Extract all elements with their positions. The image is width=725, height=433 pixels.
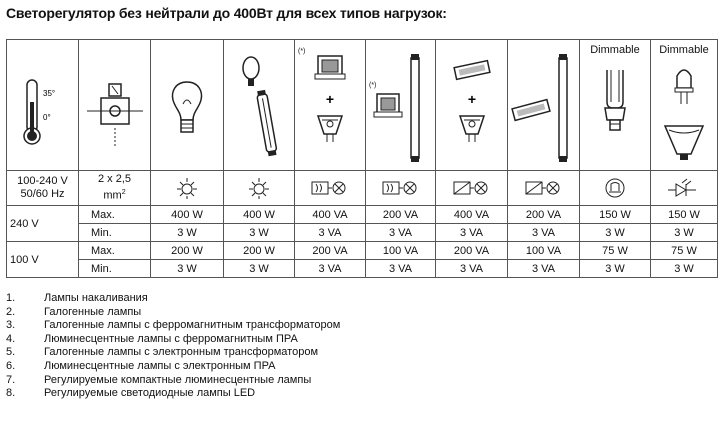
value-cell: 100 VA (508, 242, 580, 260)
value-cell: 3 VA (295, 224, 366, 242)
value-cell: 200 W (224, 242, 295, 260)
symbol-cell (224, 171, 295, 206)
list-item: 5. Галогенные лампы с электронным трансформатором (6, 346, 319, 359)
min-label: Min. (79, 260, 151, 278)
load-table (6, 39, 718, 278)
cable-size: 2 x 2,5 (97, 173, 132, 186)
electronic-fluorescent-icon (511, 48, 577, 168)
value-cell: 3 VA (508, 260, 580, 278)
incandescent-cell (151, 40, 224, 171)
electronic-ballast-symbol-icon (524, 178, 564, 198)
supply-frequency: 50/60 Hz (20, 188, 65, 200)
page-title: Светорегулятор без нейтрали до 400Вт для всех типов нагрузок: (6, 5, 447, 21)
symbol-cell (580, 171, 651, 206)
list-item: 8. Регулируемые светодиодные лампы LED (6, 387, 256, 400)
max-label: Max. (79, 242, 151, 260)
ferromagnetic-halogen-icon (305, 46, 355, 166)
list-item: 3. Галогенные лампы с ферромагнитным трансформатором (6, 319, 341, 332)
value-cell: 3 VA (366, 224, 436, 242)
value-cell: 150 W (580, 206, 651, 224)
cable-spec-cell (79, 171, 151, 206)
fluorescent-ferromagnetic-cell (366, 40, 436, 171)
value-cell: 3 W (651, 260, 718, 278)
value-cell: 3 W (580, 224, 651, 242)
symbol-cell (295, 171, 366, 206)
electronic-halogen-icon (447, 48, 497, 168)
list-item: 2. Галогенные лампы (6, 305, 142, 318)
symbol-cell (151, 171, 224, 206)
table-row (7, 242, 718, 260)
footnote-star: (*) (369, 82, 377, 89)
list-item: 7. Регулируемые компактные люминесцентные лампы (6, 373, 312, 386)
incandescent-symbol-icon (175, 176, 199, 200)
max-label: Max. (79, 206, 151, 224)
supply-voltage: 100-240 V (17, 175, 68, 187)
symbol-cell (436, 171, 508, 206)
list-item: 1. Лампы накаливания (6, 292, 148, 304)
value-cell: 3 W (151, 260, 224, 278)
list-item: 4. Люминесцентные лампы с ферромагнитным ПРА (6, 332, 298, 345)
min-label: Min. (79, 224, 151, 242)
value-cell: 3 VA (436, 224, 508, 242)
value-cell: 200 VA (366, 206, 436, 224)
value-cell: 200 VA (295, 242, 366, 260)
halogen-electronic-cell (436, 40, 508, 171)
value-cell: 150 W (651, 206, 718, 224)
dimmable-cfl-cell (580, 40, 651, 171)
led-lamp-icon (659, 60, 709, 170)
cable-unit-sup: 2 (121, 189, 126, 197)
value-cell: 200 VA (508, 206, 580, 224)
value-cell: 400 W (151, 206, 224, 224)
legend-list (6, 292, 340, 401)
terminal-cell (79, 40, 151, 171)
ferromagnetic-ballast-symbol-icon (381, 178, 421, 198)
value-cell: 400 W (224, 206, 295, 224)
value-cell: 3 VA (295, 260, 366, 278)
symbol-cell (508, 171, 580, 206)
halogen-cell (224, 40, 295, 171)
value-cell: 400 VA (295, 206, 366, 224)
table-row (7, 206, 718, 224)
value-cell: 3 VA (366, 260, 436, 278)
cable-unit: mm (103, 189, 122, 202)
value-cell: 3 W (580, 260, 651, 278)
led-symbol-icon (666, 178, 702, 198)
value-cell: 75 W (651, 242, 718, 260)
value-cell: 100 VA (366, 242, 436, 260)
ferromagnetic-transformer-symbol-icon (310, 178, 350, 198)
value-cell: 75 W (580, 242, 651, 260)
symbol-cell (651, 171, 718, 206)
list-item: 6. Люминесцентные лампы с электронным ПРА (6, 359, 276, 372)
ferromagnetic-fluorescent-icon (371, 48, 431, 168)
value-cell: 3 VA (436, 260, 508, 278)
value-cell: 200 VA (436, 242, 508, 260)
symbol-row (7, 171, 718, 206)
voltage-label: 100 V (7, 242, 79, 278)
svg-text:35°: 35° (42, 89, 55, 98)
supply-spec-cell (7, 171, 79, 206)
value-cell: 3 W (224, 224, 295, 242)
icon-row (7, 40, 718, 171)
halogen-ferromagnetic-cell (295, 40, 366, 171)
halogen-bulb-icon (239, 54, 279, 164)
value-cell: 400 VA (436, 206, 508, 224)
terminal-icon (85, 76, 145, 156)
dimmable-label: Dimmable (590, 44, 640, 56)
table-row (7, 224, 718, 242)
svg-text:+: + (467, 91, 476, 107)
dimmable-led-cell (651, 40, 718, 171)
value-cell: 3 W (651, 224, 718, 242)
incandescent-bulb-icon (167, 76, 207, 166)
value-cell: 200 W (151, 242, 224, 260)
voltage-label: 240 V (7, 206, 79, 242)
thermometer-icon (13, 72, 73, 152)
supply-cell (7, 40, 79, 171)
halogen-symbol-icon (247, 176, 271, 200)
symbol-cell (366, 171, 436, 206)
svg-text:+: + (325, 91, 335, 107)
table-row (7, 260, 718, 278)
svg-text:0°: 0° (42, 113, 51, 122)
electronic-transformer-symbol-icon (452, 178, 492, 198)
value-cell: 3 W (151, 224, 224, 242)
dimmable-label: Dimmable (659, 44, 709, 56)
compact-fluorescent-icon (595, 62, 635, 152)
fluorescent-electronic-cell (508, 40, 580, 171)
value-cell: 3 W (224, 260, 295, 278)
footnote-star: (*) (298, 48, 306, 55)
compact-fluorescent-symbol-icon (603, 177, 627, 199)
value-cell: 3 VA (508, 224, 580, 242)
